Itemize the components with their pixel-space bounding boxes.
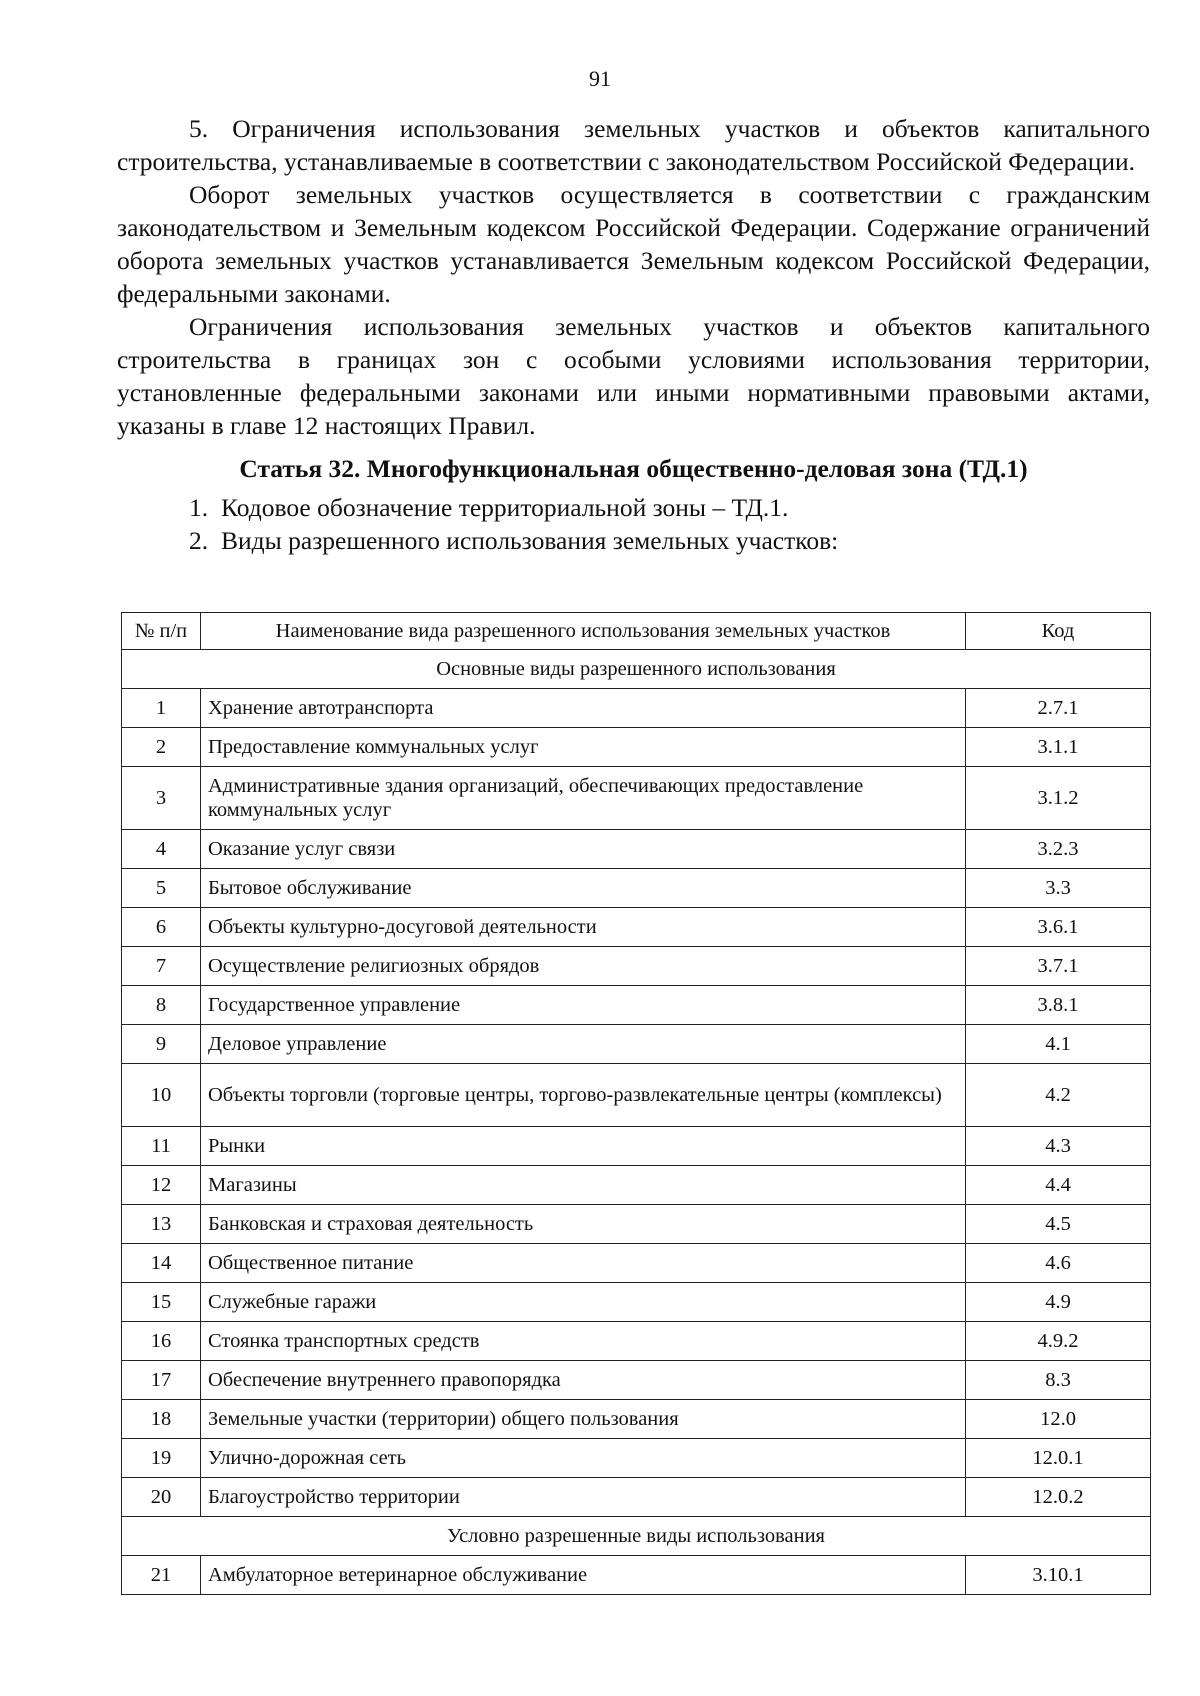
row-number: 19 <box>122 1439 201 1478</box>
row-number: 11 <box>122 1127 201 1166</box>
row-code: 3.10.1 <box>966 1556 1151 1595</box>
row-code: 4.2 <box>966 1064 1151 1127</box>
table-row <box>122 1556 1151 1595</box>
table-row <box>122 1244 1151 1283</box>
row-number: 20 <box>122 1478 201 1517</box>
row-code: 4.6 <box>966 1244 1151 1283</box>
row-name: Улично-дорожная сеть <box>201 1439 966 1478</box>
row-number: 10 <box>122 1064 201 1127</box>
list-item-text: Кодовое обозначение территориальной зоны – ТД.1. <box>221 493 789 522</box>
row-name: Хранение автотранспорта <box>201 689 966 728</box>
row-code: 8.3 <box>966 1361 1151 1400</box>
row-name: Административные здания организаций, обеспечивающих предоставление коммунальных услуг <box>201 767 966 830</box>
page-number: 91 <box>589 66 611 91</box>
row-code: 4.1 <box>966 1025 1151 1064</box>
section-title-conditional: Условно разрешенные виды использования <box>122 1517 1151 1556</box>
row-number: 4 <box>122 830 201 869</box>
row-name: Служебные гаражи <box>201 1283 966 1322</box>
table-row <box>122 1478 1151 1517</box>
table-row <box>122 689 1151 728</box>
header-name: Наименование вида разрешенного использования земельных участков <box>201 613 966 650</box>
paragraph-land-turnover: Оборот земельных участков осуществляется в соответствии с гражданским законодательством и Земельным кодексом Российской Федерации. Содержание ограничений оборота земельных участков устанавливается Земельным кодексом Российской Федерации, федеральными законами. <box>117 180 1150 308</box>
row-name: Оказание услуг связи <box>201 830 966 869</box>
list-item-number: 2. <box>189 526 209 555</box>
table-row <box>122 1127 1151 1166</box>
row-code: 3.6.1 <box>966 908 1151 947</box>
row-code: 4.9.2 <box>966 1322 1151 1361</box>
row-number: 15 <box>122 1283 201 1322</box>
paragraph-special-zones: Ограничения использования земельных участков и объектов капитального строительства в границах зон с особыми условиями использования территории, установленные федеральными законами или иными нормативными правовыми актами, указаны в главе 12 настоящих Правил. <box>117 312 1150 440</box>
row-number: 7 <box>122 947 201 986</box>
row-number: 13 <box>122 1205 201 1244</box>
table-row <box>122 908 1151 947</box>
row-name: Осуществление религиозных обрядов <box>201 947 966 986</box>
row-name: Объекты торговли (торговые центры, торгово-развлекательные центры (комплексы) <box>201 1064 966 1127</box>
row-name: Рынки <box>201 1127 966 1166</box>
row-number: 18 <box>122 1400 201 1439</box>
row-code: 4.3 <box>966 1127 1151 1166</box>
table-row <box>122 1400 1151 1439</box>
table-row <box>122 1322 1151 1361</box>
permitted-use-table <box>121 612 1151 1595</box>
row-name: Общественное питание <box>201 1244 966 1283</box>
header-code: Код <box>966 613 1151 650</box>
row-name: Предоставление коммунальных услуг <box>201 728 966 767</box>
row-number: 5 <box>122 869 201 908</box>
list-item-usage-types <box>117 524 1150 557</box>
section-row-conditional <box>122 1517 1151 1556</box>
row-number: 21 <box>122 1556 201 1595</box>
table-row <box>122 767 1151 830</box>
row-name: Магазины <box>201 1166 966 1205</box>
row-code: 12.0.1 <box>966 1439 1151 1478</box>
table-row <box>122 1205 1151 1244</box>
row-name: Стоянка транспортных средств <box>201 1322 966 1361</box>
table-row <box>122 1439 1151 1478</box>
row-name: Бытовое обслуживание <box>201 869 966 908</box>
row-name: Обеспечение внутреннего правопорядка <box>201 1361 966 1400</box>
row-number: 6 <box>122 908 201 947</box>
document-body <box>117 112 1150 557</box>
row-name: Амбулаторное ветеринарное обслуживание <box>201 1556 966 1595</box>
list-item-zone-code <box>117 491 1150 524</box>
table-row <box>122 1283 1151 1322</box>
row-code: 2.7.1 <box>966 689 1151 728</box>
table-row <box>122 830 1151 869</box>
row-code: 4.5 <box>966 1205 1151 1244</box>
table-row <box>122 728 1151 767</box>
row-number: 1 <box>122 689 201 728</box>
paragraph-restrictions: 5. Ограничения использования земельных участков и объектов капитального строительства, устанавливаемые в соответствии с законодательством Российской Федерации. <box>117 114 1150 176</box>
table-row <box>122 1361 1151 1400</box>
row-name: Государственное управление <box>201 986 966 1025</box>
row-code: 3.7.1 <box>966 947 1151 986</box>
table-row <box>122 986 1151 1025</box>
row-code: 12.0 <box>966 1400 1151 1439</box>
row-name: Деловое управление <box>201 1025 966 1064</box>
row-code: 3.2.3 <box>966 830 1151 869</box>
row-name: Объекты культурно-досуговой деятельности <box>201 908 966 947</box>
section-row-main <box>122 650 1151 689</box>
row-number: 16 <box>122 1322 201 1361</box>
row-number: 8 <box>122 986 201 1025</box>
row-code: 12.0.2 <box>966 1478 1151 1517</box>
row-number: 17 <box>122 1361 201 1400</box>
table-row <box>122 947 1151 986</box>
row-code: 3.1.1 <box>966 728 1151 767</box>
row-number: 9 <box>122 1025 201 1064</box>
row-number: 2 <box>122 728 201 767</box>
article-heading: Статья 32. Многофункциональная общественно-деловая зона (ТД.1) <box>239 454 1028 483</box>
row-number: 14 <box>122 1244 201 1283</box>
table-row <box>122 1025 1151 1064</box>
table-header-row <box>122 613 1151 650</box>
header-number: № п/п <box>122 613 201 650</box>
row-number: 12 <box>122 1166 201 1205</box>
section-title-main: Основные виды разрешенного использования <box>122 650 1151 689</box>
row-code: 3.1.2 <box>966 767 1151 830</box>
list-item-text: Виды разрешенного использования земельных участков: <box>221 526 839 555</box>
row-number: 3 <box>122 767 201 830</box>
table-body <box>122 650 1151 1595</box>
row-name: Благоустройство территории <box>201 1478 966 1517</box>
row-name: Земельные участки (территории) общего пользования <box>201 1400 966 1439</box>
table-row <box>122 869 1151 908</box>
row-code: 4.9 <box>966 1283 1151 1322</box>
list-item-number: 1. <box>189 493 209 522</box>
row-code: 4.4 <box>966 1166 1151 1205</box>
row-code: 3.3 <box>966 869 1151 908</box>
row-code: 3.8.1 <box>966 986 1151 1025</box>
table-row <box>122 1064 1151 1127</box>
table-row <box>122 1166 1151 1205</box>
row-name: Банковская и страховая деятельность <box>201 1205 966 1244</box>
